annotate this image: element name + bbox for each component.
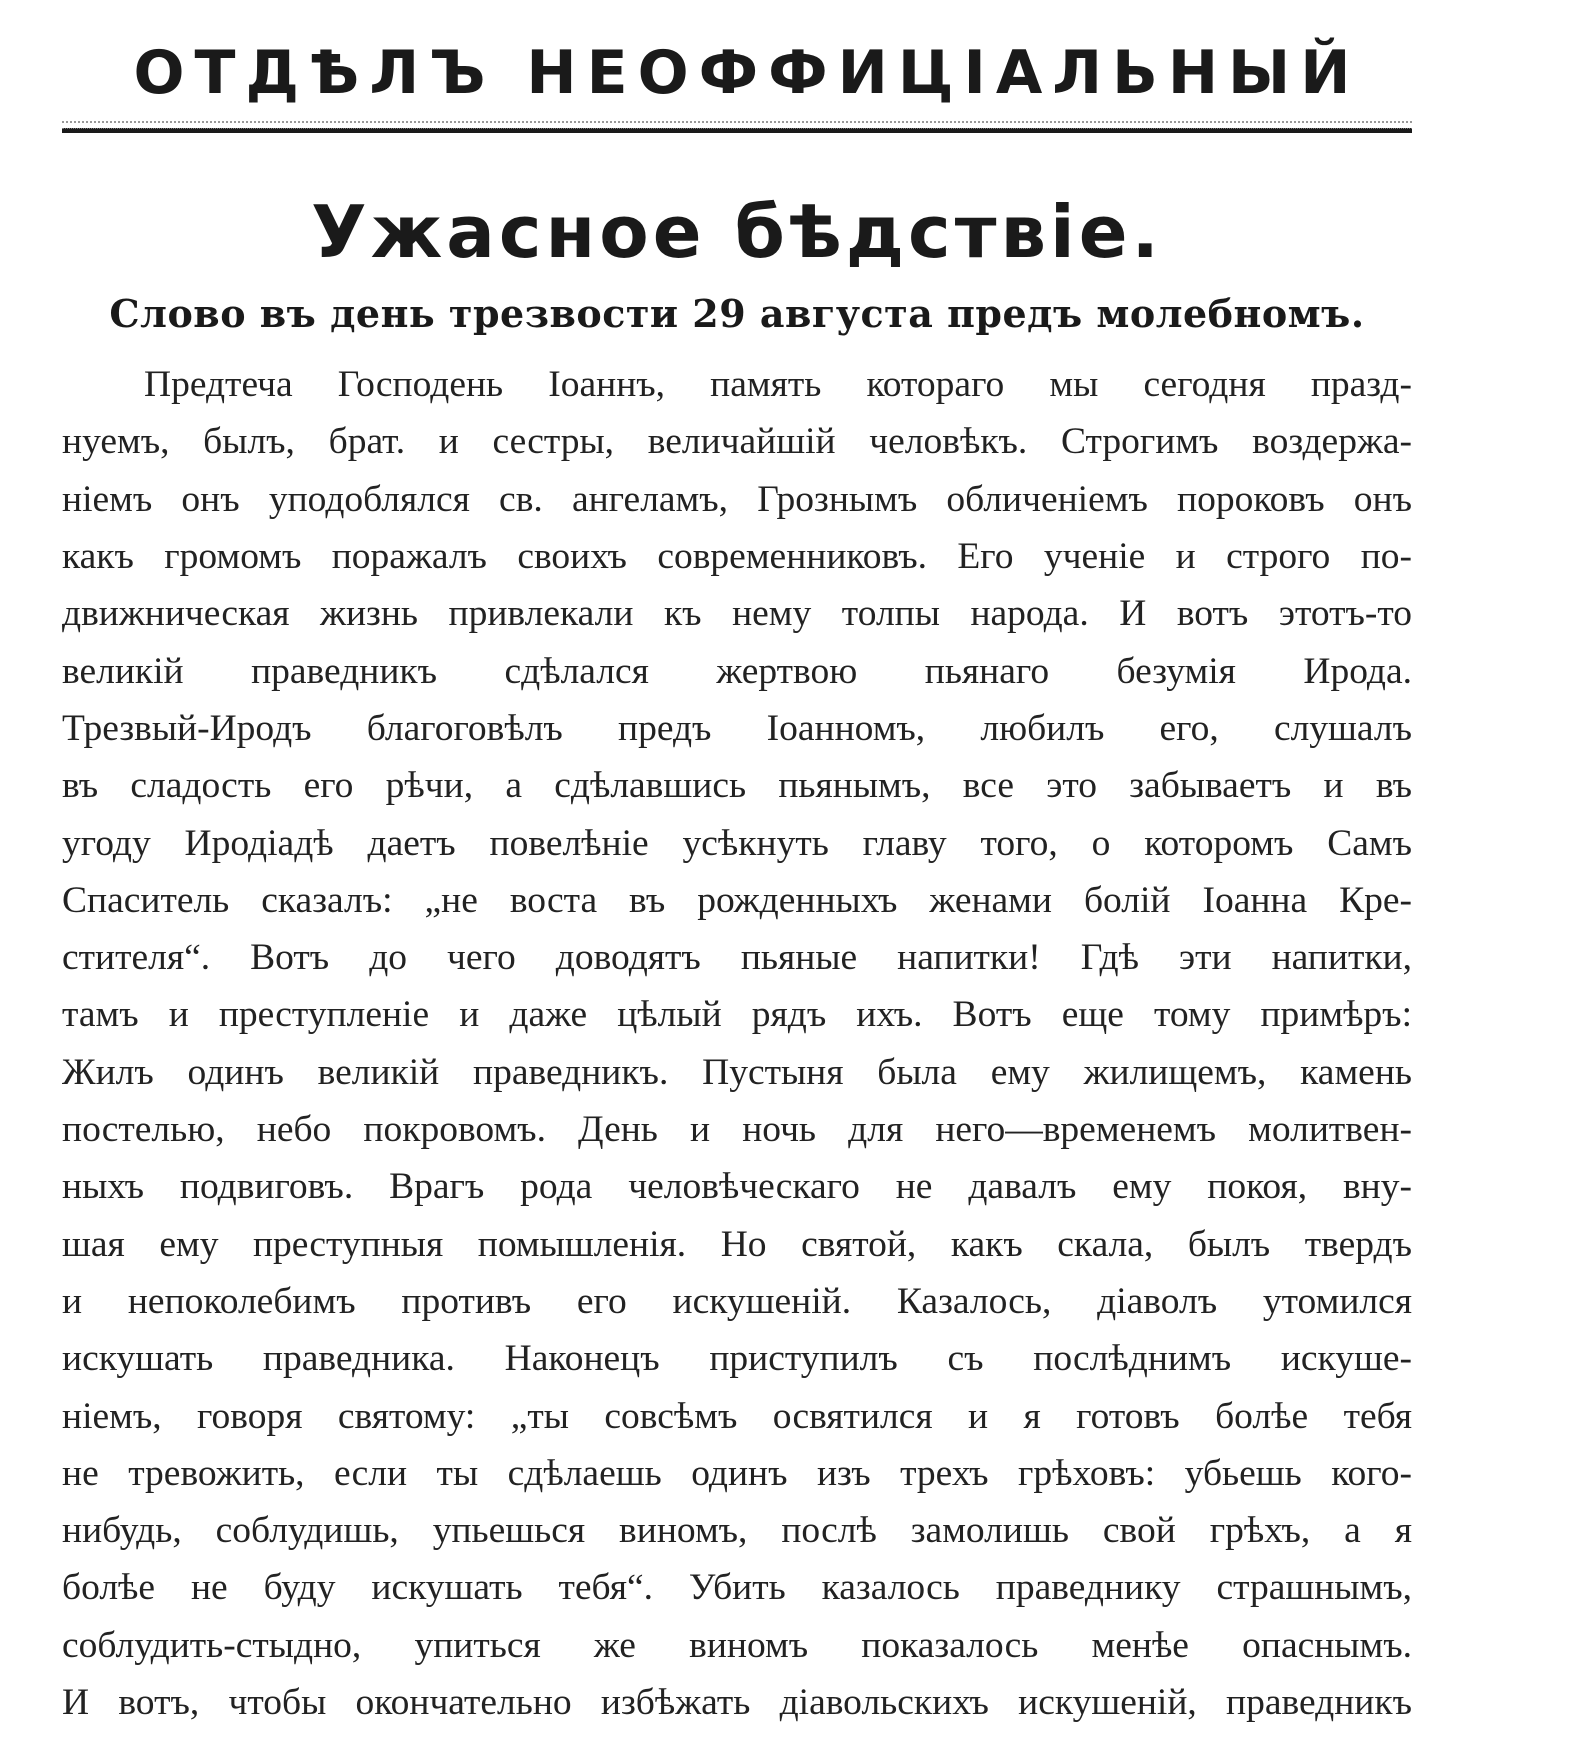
text-line: какъ громомъ поражалъ своихъ современниковъ. Его ученіе и строго по- xyxy=(62,536,1412,578)
text-line: и непоколебимъ противъ его искушеній. Казалось, діаволъ утомился xyxy=(62,1280,1412,1322)
section-header: ОТДѢЛЪ НЕОФФИЦІАЛЬНЫЙ xyxy=(133,38,1361,108)
text-line: стителя“. Вотъ до чего доводятъ пьяные напитки! Гдѣ эти напитки, xyxy=(62,937,1412,979)
text-line: тамъ и преступленіе и даже цѣлый рядъ ихъ. Вотъ еще тому примѣръ: xyxy=(62,994,1412,1036)
text-line: Трезвый-Иродъ благоговѣлъ предъ Іоанномъ, любилъ его, слушалъ xyxy=(62,707,1412,749)
text-line: искушать праведника. Наконецъ приступилъ съ послѣднимъ искуше- xyxy=(62,1338,1412,1380)
text-line: нуемъ, былъ, брат. и сестры, величайшій человѣкъ. Строгимъ воздержа- xyxy=(62,421,1412,463)
text-line: шая ему преступныя помышленія. Но святой, какъ скала, былъ твердъ xyxy=(62,1223,1412,1265)
text-line: ныхъ подвиговъ. Врагъ рода человѣческаго не давалъ ему покоя, вну- xyxy=(62,1166,1412,1208)
text-line: не тревожить, если ты сдѣлаешь одинъ изъ трехъ грѣховъ: убьешь кого- xyxy=(62,1452,1412,1494)
text-line: И вотъ, чтобы окончательно избѣжать діавольскихъ искушеній, праведникъ xyxy=(62,1682,1412,1724)
text-line: болѣе не буду искушать тебя“. Убить казалось праведнику страшнымъ, xyxy=(62,1567,1412,1609)
article-subtitle: Слово въ день трезвости 29 августа предъ молебномъ. xyxy=(109,290,1365,336)
text-line: Спаситель сказалъ: „не воста въ рожденныхъ женами болій Іоанна Кре- xyxy=(62,879,1412,921)
text-line: соблудить-стыдно, упиться же виномъ показалось менѣе опаснымъ. xyxy=(62,1624,1412,1666)
text-line: Предтеча Господень Іоаннъ, память котораго мы сегодня празд- xyxy=(144,364,1412,406)
document-page xyxy=(62,40,1412,1731)
text-line: Жилъ одинъ великій праведникъ. Пустыня была ему жилищемъ, камень xyxy=(62,1051,1412,1093)
text-line: въ сладость его рѣчи, а сдѣлавшись пьянымъ, все это забываетъ и въ xyxy=(62,765,1412,807)
article-body xyxy=(62,356,1412,1731)
text-line: движническая жизнь привлекали къ нему толпы народа. И вотъ этотъ-то xyxy=(62,593,1412,635)
text-line: постелью, небо покровомъ. День и ночь для него—временемъ молитвен- xyxy=(62,1109,1412,1151)
text-line: ніемъ, говоря святому: „ты совсѣмъ освятился и я готовъ болѣе тебя xyxy=(62,1395,1412,1437)
text-line: угоду Иродіадѣ даетъ повелѣніе усѣкнуть главу того, о которомъ Самъ xyxy=(62,822,1412,864)
text-line: нибудь, соблудишь, упьешься виномъ, послѣ замолишь свой грѣхъ, а я xyxy=(62,1510,1412,1552)
text-line: ніемъ онъ уподоблялся св. ангеламъ, Грознымъ обличеніемъ пороковъ онъ xyxy=(62,478,1412,520)
header-divider xyxy=(62,128,1412,133)
text-line: великій праведникъ сдѣлался жертвою пьянаго безумія Ирода. xyxy=(62,650,1412,692)
article-title: Ужасное бѣдствіе. xyxy=(311,190,1163,274)
